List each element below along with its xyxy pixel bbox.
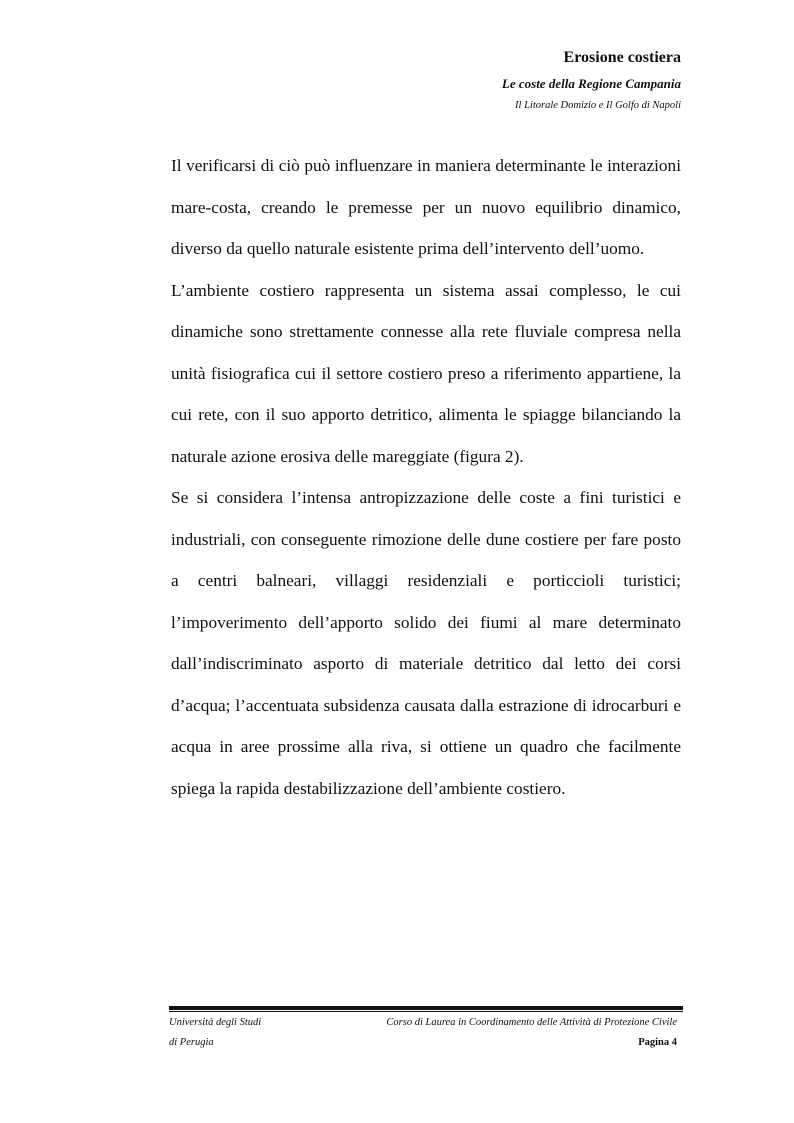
paragraph-3: Se si considera l’intensa antropizzazione delle coste a fini turistici e industriali, con conseguente rimozione delle dune costiere per fare posto a centri balneari, villaggi residenziali e porticcioli turistici; l’impoverimento dell’apporto solido dei fiumi al mare determinato dall’indiscriminato asporto di materiale detritico dal letto dei corsi d’acqua; l’accentuata subsidenza causata dalla estrazione di idrocarburi e acqua in aree prossime alla riva, si ottiene un quadro che facilmente spiega la rapida destabilizzazione dell’ambiente costiero. — [171, 488, 681, 798]
footer-rule-thin — [169, 1011, 683, 1012]
footer-row-1 — [169, 1016, 677, 1030]
paragraph-2: L’ambiente costiero rappresenta un sistema assai complesso, le cui dinamiche sono strettamente connesse alla rete fluviale compresa nella unità fisiografica cui il settore costiero preso a riferimento appartiene, la cui rete, con il suo apporto detritico, alimenta le spiagge bilanciando la naturale azione erosiva delle mareggiate (figura 2). — [171, 280, 681, 466]
header-subtitle: Le coste della Regione Campania — [501, 76, 681, 91]
footer-rule-thick — [169, 1006, 683, 1010]
page-footer — [169, 1016, 677, 1050]
footer-university: Università degli Studi — [169, 1017, 262, 1028]
header-title: Erosione costiera — [563, 49, 681, 66]
page-header — [502, 48, 681, 113]
footer-university-city: di Perugia — [169, 1037, 214, 1048]
body-text — [171, 145, 681, 809]
footer-row-2 — [169, 1036, 677, 1050]
paragraph-1: Il verificarsi di ciò può influenzare in maniera determinante le interazioni mare-costa, creando le premesse per un nuovo equilibrio dinamico, diverso da quello naturale esistente prima dell’intervento dell’uomo. — [171, 156, 681, 258]
header-subsubtitle: Il Litorale Domizio e Il Golfo di Napoli — [515, 100, 681, 111]
page-number: Pagina 4 — [638, 1037, 677, 1048]
footer-course: Corso di Laurea in Coordinamento delle Attività di Protezione Civile — [386, 1017, 677, 1028]
footer-rule — [169, 1006, 683, 1012]
